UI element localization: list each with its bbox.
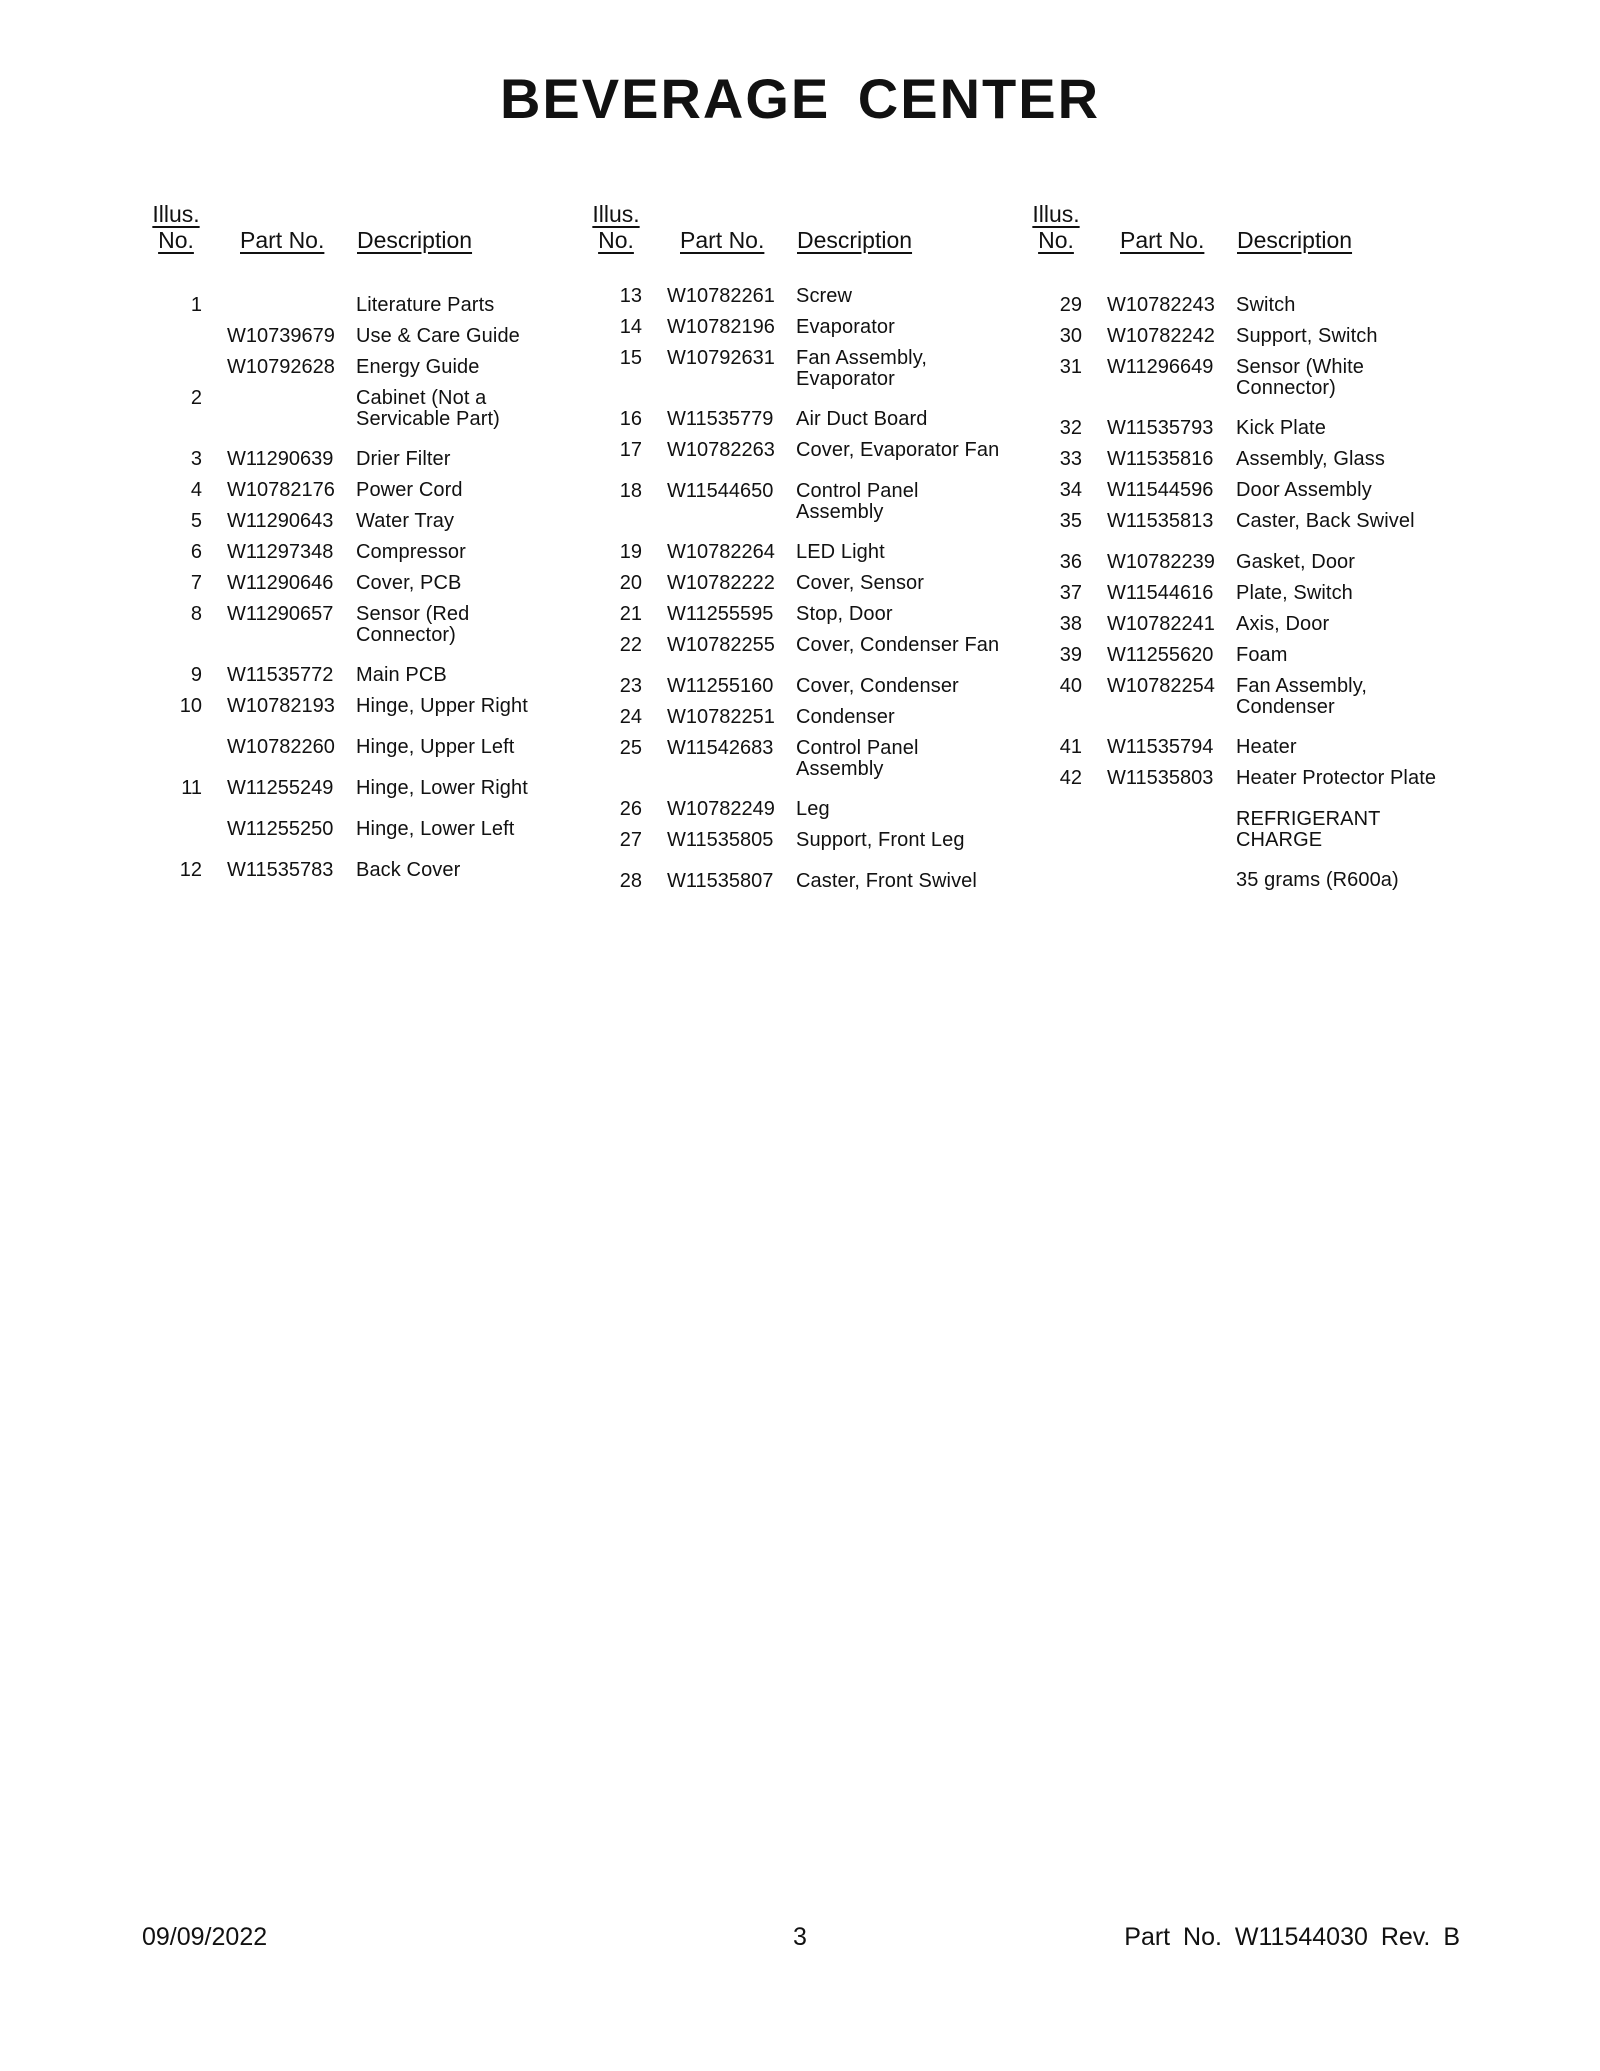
description-header: Description	[357, 227, 473, 253]
illus-no-header: Illus. No.	[152, 201, 200, 253]
footer-part-number: Part No. W11544030 Rev. B	[1124, 1923, 1460, 1951]
footer-page-number: 3	[793, 1923, 807, 1951]
description-header: Description	[1237, 227, 1353, 253]
parts-column-1: Illus. No. Part No. Description 1 Literature Parts W10739679 Use & Care Guide W10792628 Energy Guide 2 Cabinet (Not a Servicable Part) 3 W11290639 Drier Filter 4 W10782176 Power Cord 5 W11290643 Water Tray 6 W11297348 Compressor 7 W11290646 Cover, PCB 8 W11290657 Sensor (Red Connector) 9 W11535772 Main PCB 10 W10782193 Hinge, Upper Right W10782260 Hinge, Upper Left 11 W11255249 Hinge, Lower Right W11255250 Hinge, Lower Left 12 W11535783 Back Cover	[140, 0, 590, 960]
illus-no-header: Illus. No.	[1032, 201, 1080, 253]
footer-date: 09/09/2022	[142, 1923, 268, 1951]
page-title: BEVERAGE CENTER	[499, 67, 1101, 130]
parts-column-3: Illus. No. Part No. Description 29 W10782243 Switch 30 W10782242 Support, Switch 31 W11296649 Sensor (White Connector) 32 W11535793 Kick Plate 33 W11535816 Assembly, Glass 34 W11544596 Door Assembly 35 W11535813 Caster, Back Swivel 36 W10782239 Gasket, Door 37 W11544616 Plate, Switch 38 W10782241 Axis, Door 39 W11255620 Foam 40 W10782254 Fan Assembly, Condenser 41 W11535794 Heater 42 W11535803 Heater Protector Plate REFRIGERANT CHARGE 35 grams (R600a)	[1020, 0, 1470, 960]
part-no-header: Part No.	[240, 227, 325, 253]
description-header: Description	[797, 227, 913, 253]
parts-column-2: Illus. No. Part No. Description 13 W10782261 Screw 14 W10782196 Evaporator 15 W10792631 Fan Assembly, Evaporator 16 W11535779 Air Duct Board 17 W10782263 Cover, Evaporator Fan 18 W11544650 Control Panel Assembly 19 W10782264 LED Light 20 W10782222 Cover, Sensor 21 W11255595 Stop, Door 22 W10782255 Cover, Condenser Fan 23 W11255160 Cover, Condenser 24 W10782251 Condenser 25 W11542683 Control Panel Assembly 26 W10782249 Leg 27 W11535805 Support, Front Leg 28 W11535807 Caster, Front Swivel	[580, 0, 1030, 960]
part-no-header: Part No.	[1120, 227, 1205, 253]
illus-no-header: Illus. No.	[592, 201, 640, 253]
part-no-header: Part No.	[680, 227, 765, 253]
